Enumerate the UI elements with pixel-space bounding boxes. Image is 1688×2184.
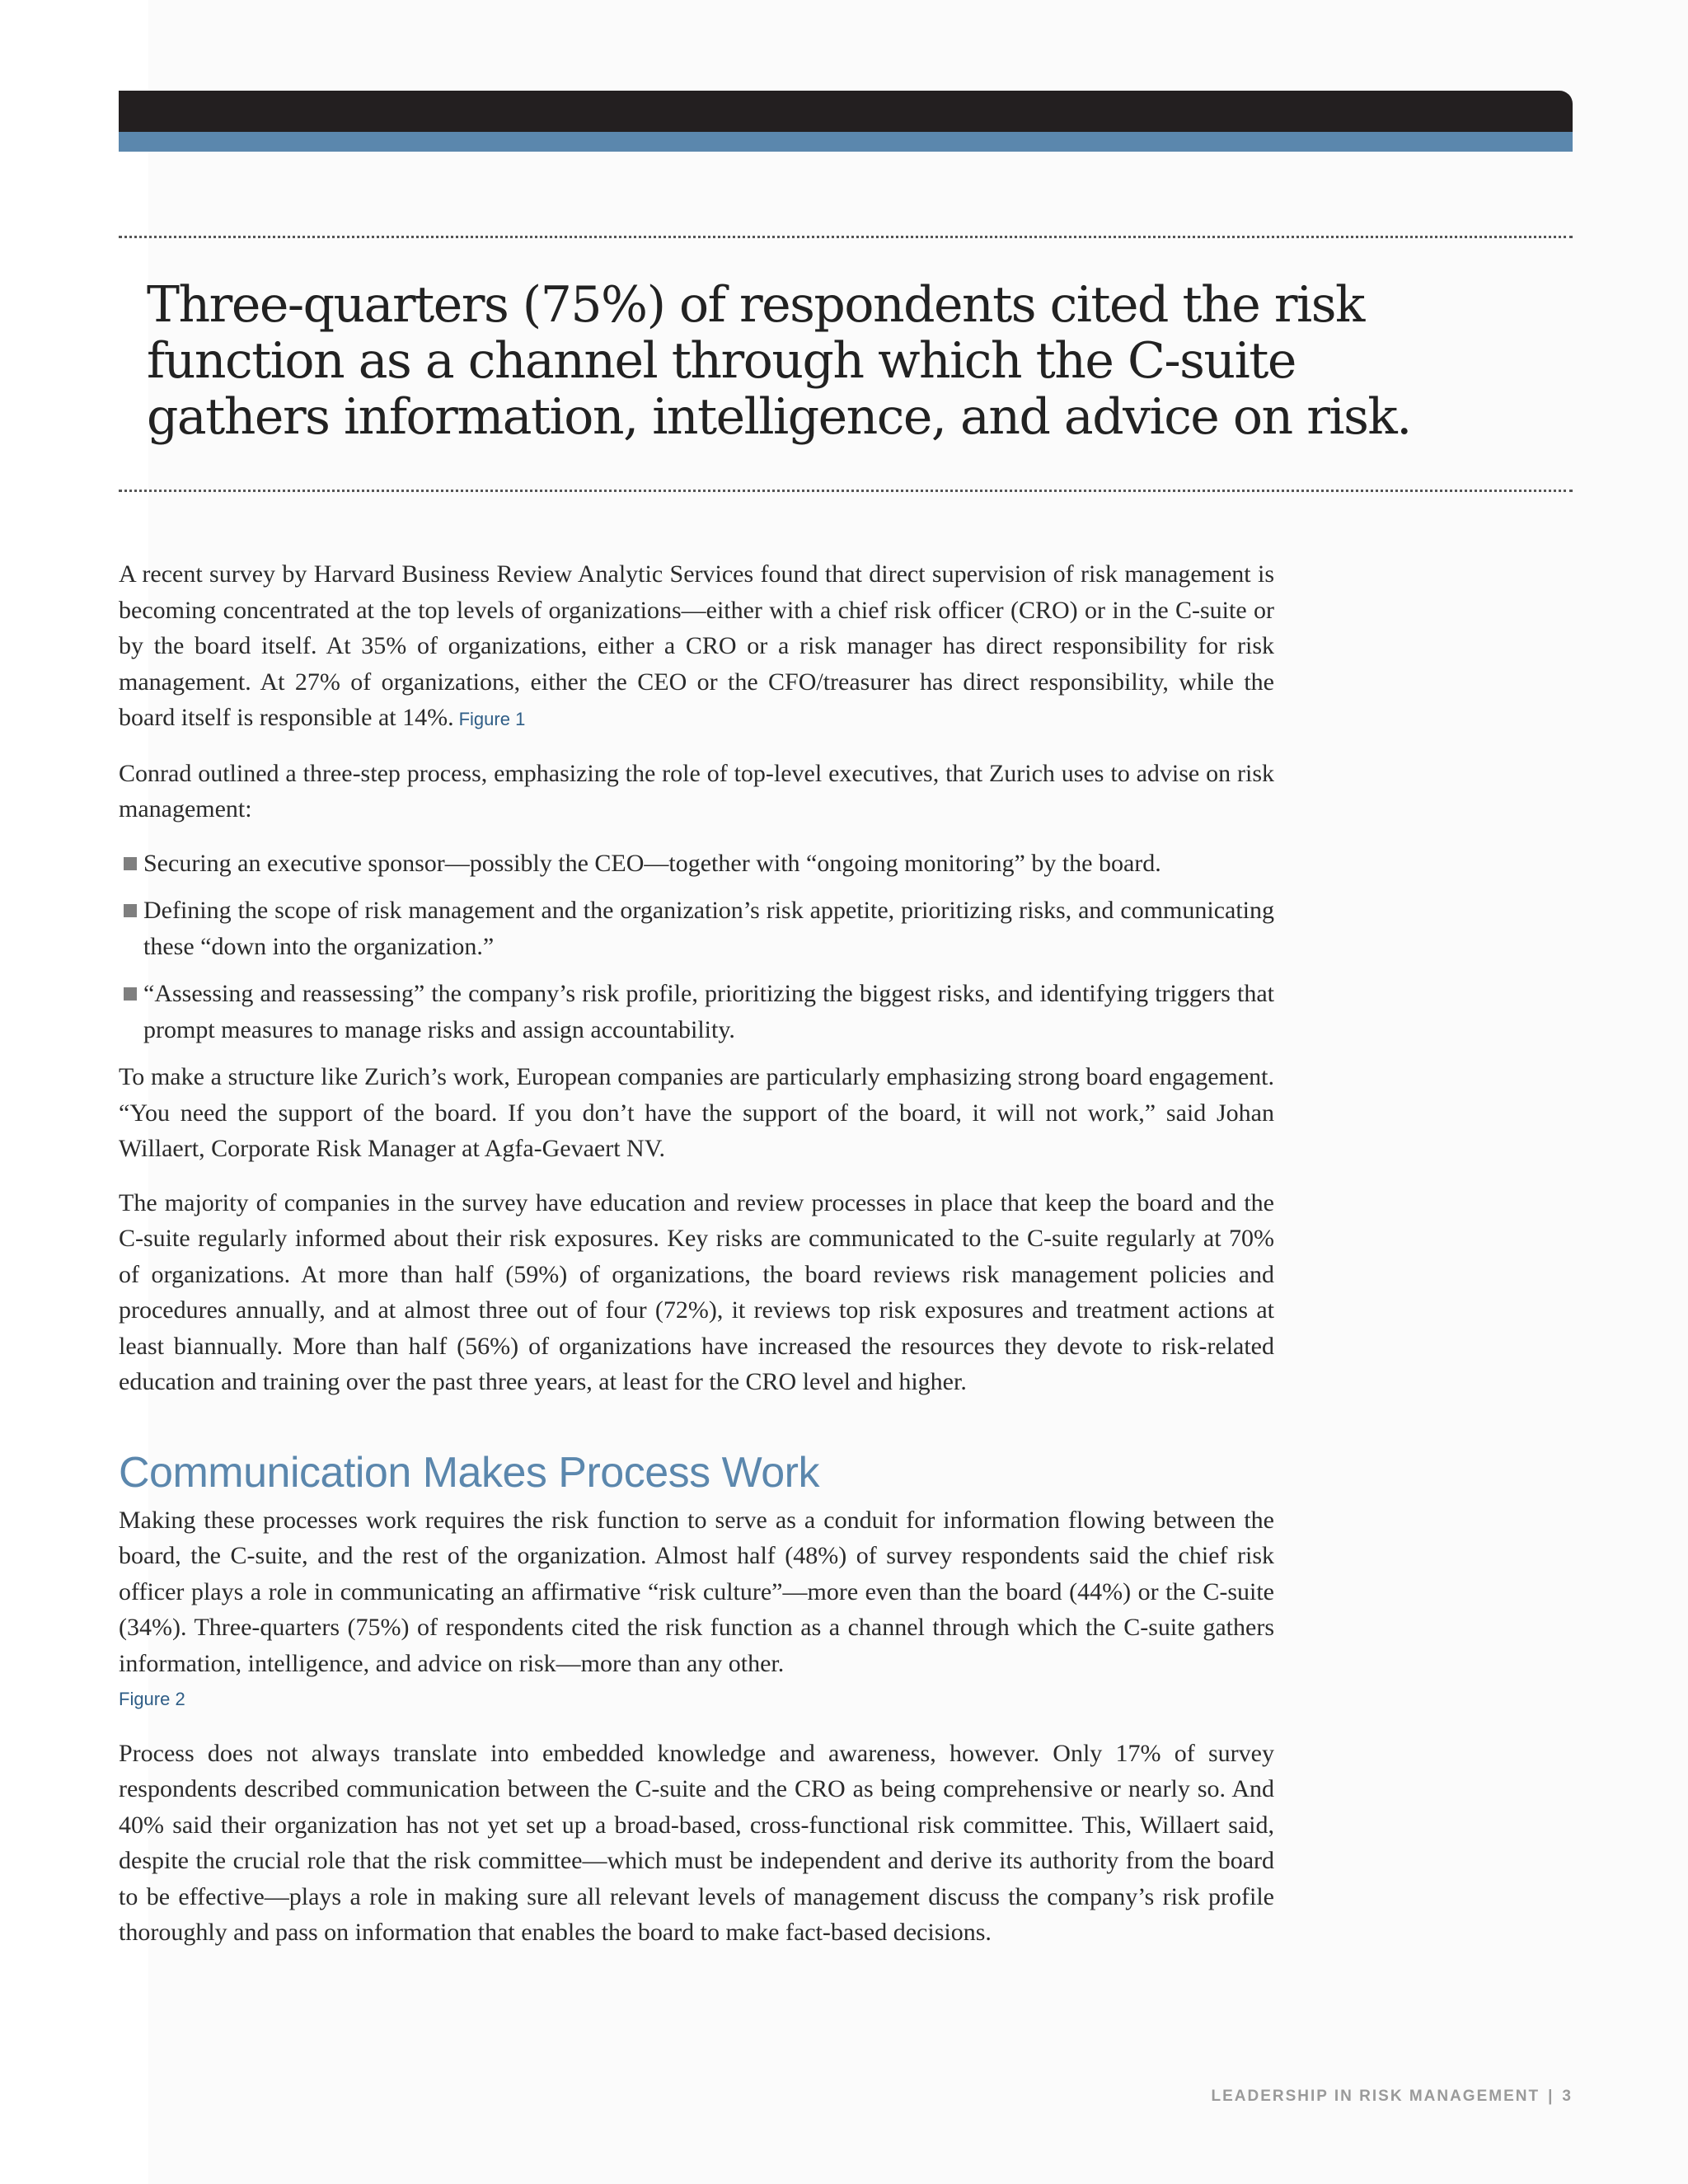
pull-quote-top-rule (119, 236, 1573, 238)
paragraph-3: To make a structure like Zurich’s work, European companies are particularly emphasizing strong board engagement. “You need the support of the board. If you don’t have the support of the board, it will not work,” said Johan Willaert, Corporate Risk Manager at Agfa-Gevaert NV. (119, 1063, 1274, 1162)
section-heading: Communication Makes Process Work (119, 1448, 819, 1497)
pull-quote-bottom-rule (119, 490, 1573, 492)
footer-title: LEADERSHIP IN RISK MANAGEMENT (1211, 2088, 1540, 2105)
page-number: 3 (1562, 2088, 1573, 2105)
body-column (119, 556, 1274, 1969)
process-bullet-list (119, 846, 1274, 1048)
square-bullet-icon (124, 857, 137, 870)
paragraph-1-text: A recent survey by Harvard Business Review Analytic Services found that direct supervision of risk management is becoming concentrated at the top levels of organizations—either with a chief risk officer (CRO) or in the C-suite or by the board itself. At 35% of organizations, either a CRO or a risk manager has direct responsibility for risk management. At 27% of organizations, either the CEO or the CFO/treasurer has direct responsibility, while the board itself is responsible at 14%. (119, 560, 1274, 731)
bullet-text: Defining the scope of risk management and the organization’s risk appetite, prioritizing risks, and communicating these “down into the organization.” (143, 897, 1274, 960)
paragraph-5 (119, 1502, 1274, 1718)
paragraph-2: Conrad outlined a three-step process, emphasizing the role of top-level executives, that Zurich uses to advise on risk management: (119, 759, 1274, 823)
bullet-text: “Assessing and reassessing” the company’s risk profile, prioritizing the biggest risks, and identifying triggers that prompt measures to manage risks and assign accountability. (143, 980, 1274, 1043)
header-dark-bar (119, 91, 1573, 132)
paragraph-4: The majority of companies in the survey have education and review processes in place that keep the board and the C-suite regularly informed about their risk exposures. Key risks are communicated to the C-suite regularly at 70% of organizations. At more than half (59%) of organizations, the board reviews risk management policies and procedures annually, and at almost three out of four (72%), it reviews top risk exposures and treatment actions at least biannually. More than half (56%) of organizations have increased the resources they devote to risk-related education and training over the past three years, at least for the CRO level and higher. (119, 1188, 1274, 1395)
page-footer (1211, 2088, 1573, 2106)
header-blue-bar (119, 132, 1573, 152)
square-bullet-icon (124, 987, 137, 1001)
bullet-text: Securing an executive sponsor—possibly the CEO—together with “ongoing monitoring” by the board. (143, 849, 1161, 877)
figure-2-link[interactable]: Figure 2 (119, 1689, 185, 1709)
footer-separator: | (1548, 2088, 1554, 2105)
square-bullet-icon (124, 904, 137, 917)
list-item (119, 893, 1274, 964)
list-item (119, 846, 1274, 882)
paragraph-1 (119, 556, 1274, 738)
paragraph-5-text: Making these processes work requires the risk function to serve as a conduit for information flowing between the board, the C-suite, and the rest of the organization. Almost half (48%) of survey respondents said the chief risk officer plays a role in communicating an affirmative “risk culture”—more even than the board (44%) or the C-suite (34%). Three-quarters (75%) of respondents cited the risk function as a channel through which the C-suite gathers information, intelligence, and advice on risk—more than any other. (119, 1506, 1274, 1677)
figure-1-link[interactable]: Figure 1 (458, 709, 526, 729)
list-item (119, 976, 1274, 1047)
paragraph-6: Process does not always translate into embedded knowledge and awareness, however. Only 17% of survey respondents described communication between the C-suite and the CRO as being comprehensive or nearly so. And 40% said their organization has not yet set up a broad-based, cross-functional risk committee. This, Willaert said, despite the crucial role that the risk committee—which must be independent and derive its authority from the board to be effective—plays a role in making sure all relevant levels of management discuss the company’s risk profile thoroughly and pass on information that enables the board to make fact-based decisions. (119, 1739, 1274, 1946)
header-band (119, 91, 1573, 152)
pull-quote: Three-quarters (75%) of respondents cited the risk function as a channel through which the C-suite gathers information, intelligence, and advice on risk. (147, 276, 1411, 446)
